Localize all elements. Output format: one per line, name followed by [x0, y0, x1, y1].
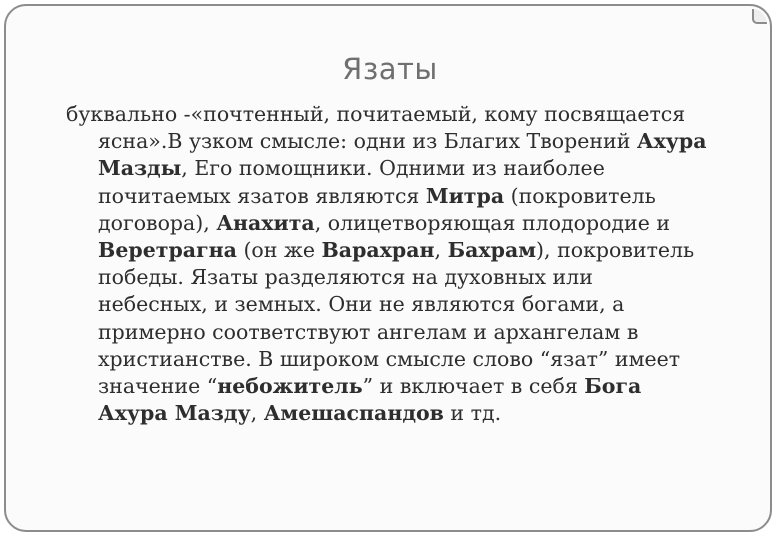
text-line: [66, 210, 756, 237]
bold-term: Бахрам: [447, 238, 537, 263]
text-segment: , Его помощники. Одними из наиболее: [181, 156, 605, 181]
bold-term: Амешаспандов: [263, 401, 444, 426]
text-line: [66, 155, 756, 182]
bold-term: Варахран: [321, 238, 435, 263]
text-line: [66, 373, 756, 400]
text-line: [66, 319, 756, 346]
bold-term: небожитель: [217, 374, 363, 399]
bold-term: Веретрагна: [98, 238, 237, 263]
text-segment: значение “: [98, 374, 218, 399]
bold-term: Анахита: [216, 210, 315, 235]
text-segment: ), покровитель: [536, 238, 695, 263]
text-segment: (он же: [236, 238, 322, 263]
text-line: [66, 128, 756, 155]
slide-title: Язаты: [342, 52, 438, 86]
text-line: [66, 291, 756, 318]
bold-term: Ахура: [636, 129, 707, 154]
text-segment: ,: [250, 401, 264, 426]
text-segment: (покровитель: [504, 183, 656, 208]
text-segment: ясна».В узком смысле: одни из Благих Творений: [98, 129, 637, 154]
text-segment: небесных, и земных. Они не являются богами, а: [98, 292, 625, 317]
body-paragraph: [66, 101, 756, 427]
bold-term: Ахура Мазду: [98, 401, 251, 426]
text-segment: договора),: [98, 210, 217, 235]
text-segment: почитаемых язатов являются: [98, 183, 426, 208]
text-line: [66, 183, 756, 210]
text-segment: ,: [434, 238, 448, 263]
text-line: [66, 400, 756, 427]
corner-fold-decoration: [752, 9, 767, 24]
text-segment: победы. Язаты разделяются на духовных или: [98, 265, 593, 290]
text-line: [66, 237, 756, 264]
text-segment: христианстве. В широком смысле слово “язат” имеет: [98, 346, 681, 371]
text-line: [66, 346, 756, 373]
text-segment: , олицетворяющая плодородие и: [314, 210, 671, 235]
text-segment: буквально -«почтенный, почитаемый, кому посвящается: [66, 102, 686, 126]
bold-term: Мазды: [98, 156, 182, 181]
text-segment: примерно соответствуют ангелам и архангелам в: [98, 319, 639, 344]
bold-term: Митра: [425, 183, 505, 208]
text-segment: и тд.: [443, 401, 502, 426]
text-line: [66, 264, 756, 291]
bold-term: Бога: [584, 374, 642, 399]
text-line: [66, 101, 756, 128]
text-segment: ” и включает в себя: [362, 374, 585, 399]
